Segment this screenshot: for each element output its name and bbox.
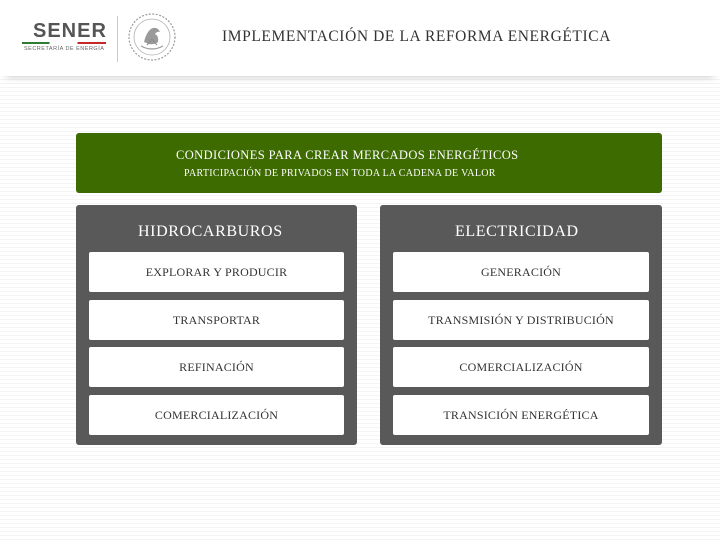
- page-title: IMPLEMENTACIÓN DE LA REFORMA ENERGÉTICA: [222, 28, 611, 45]
- list-item: EXPLORAR Y PRODUCIR: [89, 252, 344, 292]
- mexican-coat-of-arms-icon: [127, 12, 177, 62]
- electricidad-column: [380, 205, 662, 445]
- list-item: GENERACIÓN: [393, 252, 649, 292]
- conditions-banner: [76, 133, 662, 193]
- list-item: COMERCIALIZACIÓN: [89, 395, 344, 435]
- logo-divider: [117, 16, 118, 62]
- banner-subtitle: PARTICIPACIÓN DE PRIVADOS EN TODA LA CADENA DE VALOR: [184, 168, 496, 179]
- list-item: TRANSMISIÓN Y DISTRIBUCIÓN: [393, 300, 649, 340]
- list-item: REFINACIÓN: [89, 347, 344, 387]
- hidrocarburos-column: [76, 205, 357, 445]
- header: [0, 0, 720, 76]
- list-item: TRANSICIÓN ENERGÉTICA: [393, 395, 649, 435]
- logo-flag-line: [22, 42, 106, 44]
- banner-title: CONDICIONES PARA CREAR MERCADOS ENERGÉTICOS: [176, 148, 519, 162]
- list-item: COMERCIALIZACIÓN: [393, 347, 649, 387]
- list-item: TRANSPORTAR: [89, 300, 344, 340]
- electricidad-title: ELECTRICIDAD: [455, 223, 579, 240]
- sener-logo: SENER: [33, 20, 107, 42]
- logo-subtitle: SECRETARÍA DE ENERGÍA: [24, 46, 105, 52]
- hidrocarburos-title: HIDROCARBUROS: [138, 223, 283, 240]
